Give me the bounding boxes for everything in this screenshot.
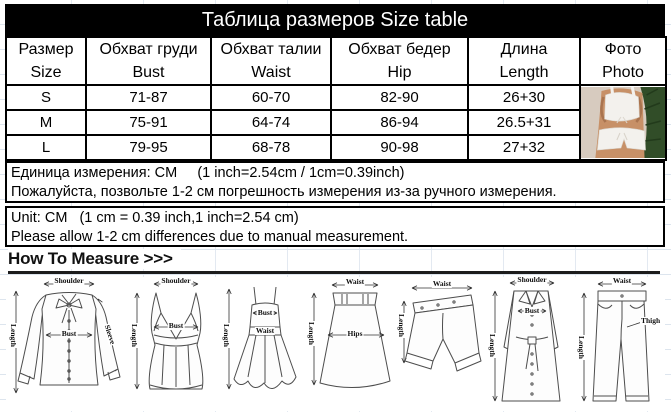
col-header-size [6,37,86,85]
jeans-waist-label: Waist [612,276,632,285]
garment-jeans [574,277,666,411]
tank-shoulder-label: Shoulder [161,276,191,285]
garment-skirt [308,277,400,411]
shorts-sketch [397,277,488,411]
col-photo-en: Photo [602,64,644,81]
blouse-length-label: Length [9,324,18,347]
cell-bust-m: 75-91 [86,110,211,135]
note-en-unit: Unit: CM (1 cm = 0.39 inch,1 inch=2.54 cm) [11,210,299,226]
col-photo-ru: Фото [604,41,642,58]
garment-tank-top [128,277,222,411]
blouse-bust-label: Bust [61,329,77,338]
skirt-sketch [308,277,400,411]
cell-waist-s: 60-70 [211,85,331,110]
cell-size-m: M [6,110,86,135]
how-to-measure-diagrams [6,277,665,411]
col-hip-ru: Обхват бедер [348,41,451,58]
size-table [5,36,667,161]
cell-length-l: 27+32 [468,135,580,160]
tank-length-label: Length [130,324,139,347]
notes-en [5,206,665,247]
how-to-measure-heading: How To Measure >>> [8,249,181,269]
skirt-length-label: Length [307,322,316,345]
notes-ru [5,161,665,203]
product-photo [580,85,666,160]
dress-length-label: Length [222,324,231,347]
table-header-row [6,37,666,85]
dress-sketch [222,277,308,411]
col-size-ru: Размер [18,41,74,58]
tank-bust-label: Bust [168,321,184,330]
cell-waist-m: 64-74 [211,110,331,135]
table-row-s [6,85,666,110]
garment-dress [222,277,308,411]
skirt-waist-label: Waist [345,277,365,286]
cell-size-l: L [6,135,86,160]
model-photo-illustration [581,87,665,158]
blouse-shoulder-label: Shoulder [54,276,84,285]
cell-bust-l: 79-95 [86,135,211,160]
jeans-sketch [574,277,666,411]
shorts-waist-label: Waist [432,279,452,288]
garment-coat [488,277,574,411]
garment-shorts [397,277,488,411]
cell-hip-m: 86-94 [331,110,468,135]
garment-blouse [6,277,128,411]
coat-bust-label: Bust [524,306,540,315]
shorts-length-label: Length [397,314,406,337]
note-ru-unit: Единица измерения: CM (1 inch=2.54cm / 1cm=0.39inch) [11,165,405,181]
cell-length-s: 26+30 [468,85,580,110]
jeans-length-label: Length [577,336,586,359]
col-bust-ru: Обхват груди [99,41,198,58]
cell-hip-l: 90-98 [331,135,468,160]
col-header-hip [331,37,468,85]
col-waist-ru: Обхват талии [220,41,322,58]
col-length-en: Length [499,64,549,81]
coat-sketch [488,277,574,411]
jeans-thigh-label: Thigh [641,316,661,325]
page-title: Таблица размеров Size table [201,9,469,31]
col-hip-en: Hip [387,64,412,81]
table-row-l [6,135,666,160]
col-header-waist [211,37,331,85]
col-size-en: Size [30,64,62,81]
col-header-photo [580,37,666,85]
cell-length-m: 26.5+31 [468,110,580,135]
cell-size-s: S [6,85,86,110]
coat-length-label: Length [488,334,497,357]
col-length-ru: Длина [500,41,548,58]
col-bust-en: Bust [132,64,165,81]
table-row-m [6,110,666,135]
heading-underline [8,271,660,274]
title-bar [5,4,665,36]
blouse-sleeve-label: Sleeve [102,323,118,346]
cell-hip-s: 82-90 [331,85,468,110]
col-header-bust [86,37,211,85]
cell-waist-l: 68-78 [211,135,331,160]
dress-bust-label: Bust [257,308,273,317]
col-header-length [468,37,580,85]
note-en-tolerance: Please allow 1-2 cm differences due to manual measurement. [11,228,409,245]
col-waist-en: Waist [251,64,291,81]
coat-shoulder-label: Shoulder [517,275,547,284]
cell-bust-s: 71-87 [86,85,211,110]
note-ru-tolerance: Пожалуйста, позвольте 1-2 см погрешность измерения из-за ручного измерения. [11,183,557,200]
tank-top-sketch [128,277,222,411]
dress-waist-label: Waist [255,326,275,335]
skirt-hips-label: Hips [347,329,363,338]
